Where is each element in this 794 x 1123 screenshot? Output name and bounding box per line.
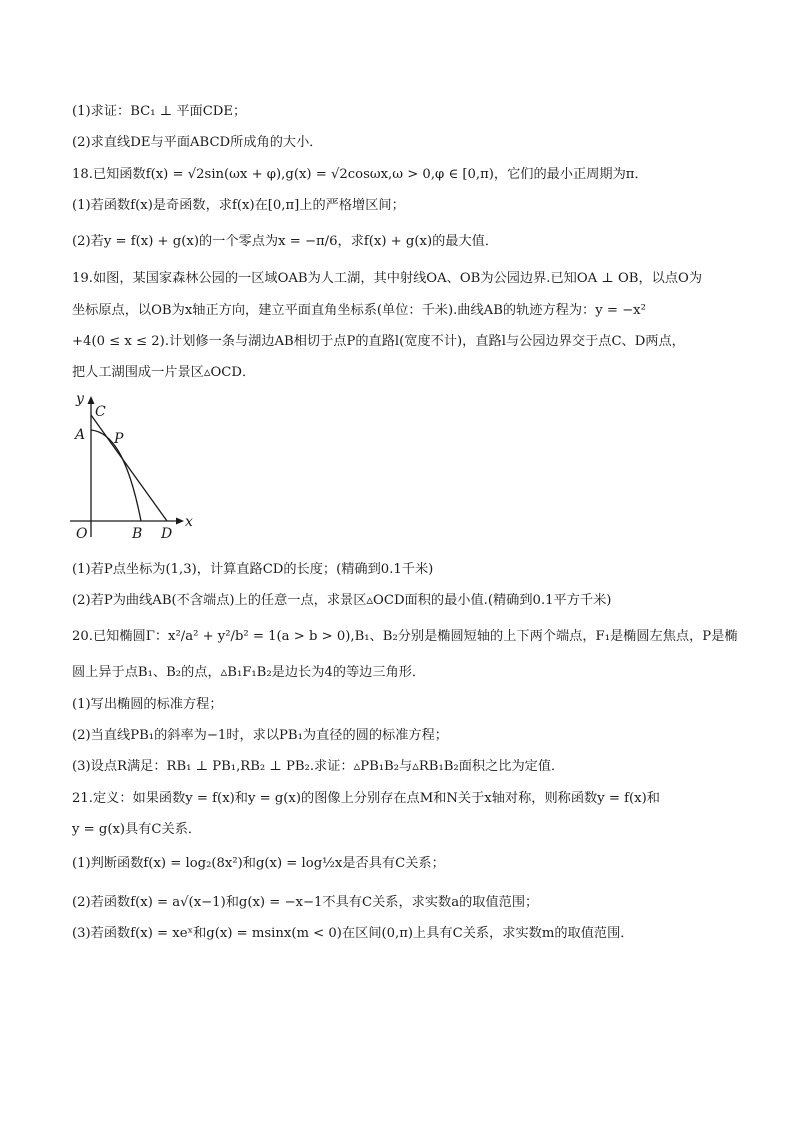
q19-stem-line1: 19.如图，某国家森林公园的一区域OAB为人工湖，其中射线OA、OB为公园边界.已知OA ⊥ OB，以点O为 [72,271,703,286]
q19-diagram [66,385,196,545]
q17-part1: (1)求证：BC₁ ⊥ 平面CDE； [72,104,247,119]
y-axis-arrow [88,396,95,404]
q21-stem-line1: 21.定义：如果函数y = f(x)和y = g(x)的图像上分别存在点M和N关于x轴对称，则称函数y = f(x)和 [72,791,660,806]
label-x: x [185,514,193,530]
label-c: C [95,404,106,420]
q20-stem-line2: 圆上异于点B₁、B₂的点，▵B₁F₁B₂是边长为4的等边三角形． [72,665,426,680]
q19-stem-line2: 坐标原点，以OB为x轴正方向，建立平面直角坐标系(单位：千米).曲线AB的轨迹方程为：y = −x² [72,303,646,318]
q20-part1: (1)写出椭圆的标准方程； [72,697,223,712]
q18-stem: 18.已知函数f(x) = √2sin(ωx + φ),g(x) = √2cosωx,ω > 0,φ ∈ [0,π)，它们的最小正周期为π． [72,167,648,182]
label-y: y [76,391,84,407]
q19-part1: (1)若P点坐标为(1,3)，计算直路CD的长度；(精确到0.1千米) [72,562,434,577]
q21-stem-line2: y = g(x)具有C关系． [72,822,202,837]
q21-part3: (3)若函数f(x) = xeˣ和g(x) = msinx(m < 0)在区间(0,π)上具有C关系，求实数m的取值范围． [72,926,634,941]
tangent-line-cd [91,415,167,521]
q19-stem-line3: +4(0 ≤ x ≤ 2).计划修一条与湖边AB相切于点P的直路l(宽度不计)，直路l与公园边界交于点C、D两点， [72,334,685,349]
q21-part1: (1)判断函数f(x) = log₂(8x²)和g(x) = log½x是否具有C关系； [72,856,445,871]
label-o: O [76,526,88,542]
x-axis-arrow [176,518,184,525]
q21-part2: (2)若函数f(x) = a√(x−1)和g(x) = −x−1不具有C关系，求实数a的取值范围； [72,895,539,910]
q18-part2: (2)若y = f(x) + g(x)的一个零点为x = −π/6，求f(x) + g(x)的最大值． [72,234,499,249]
q20-part3: (3)设点R满足：RB₁ ⊥ PB₁,RB₂ ⊥ PB₂.求证：▵PB₁B₂与▵RB₁B₂面积之比为定值． [72,759,565,774]
q20-part2: (2)当直线PB₁的斜率为−1时，求以PB₁为直径的圆的标准方程； [72,728,448,743]
q19-part2: (2)若P为曲线AB(不含端点)上的任意一点，求景区▵OCD面积的最小值.(精确到0.1平方千米) [72,593,612,608]
q18-part1: (1)若函数f(x)是奇函数，求f(x)在[0,π]上的严格增区间； [72,198,405,213]
label-p: P [114,431,124,447]
label-a: A [75,427,86,443]
q20-stem-line1: 20.已知椭圆Γ：x²/a² + y²/b² = 1(a > b > 0),B₁、B₂分别是椭圆短轴的上下两个端点，F₁是椭圆左焦点，P是椭 [72,629,738,644]
label-b: B [132,526,143,542]
q19-figure [66,385,196,545]
label-d: D [161,526,173,542]
q19-stem-line4: 把人工湖围成一片景区▵OCD． [72,365,256,380]
q17-part2: (2)求直线DE与平面ABCD所成角的大小． [72,135,323,150]
